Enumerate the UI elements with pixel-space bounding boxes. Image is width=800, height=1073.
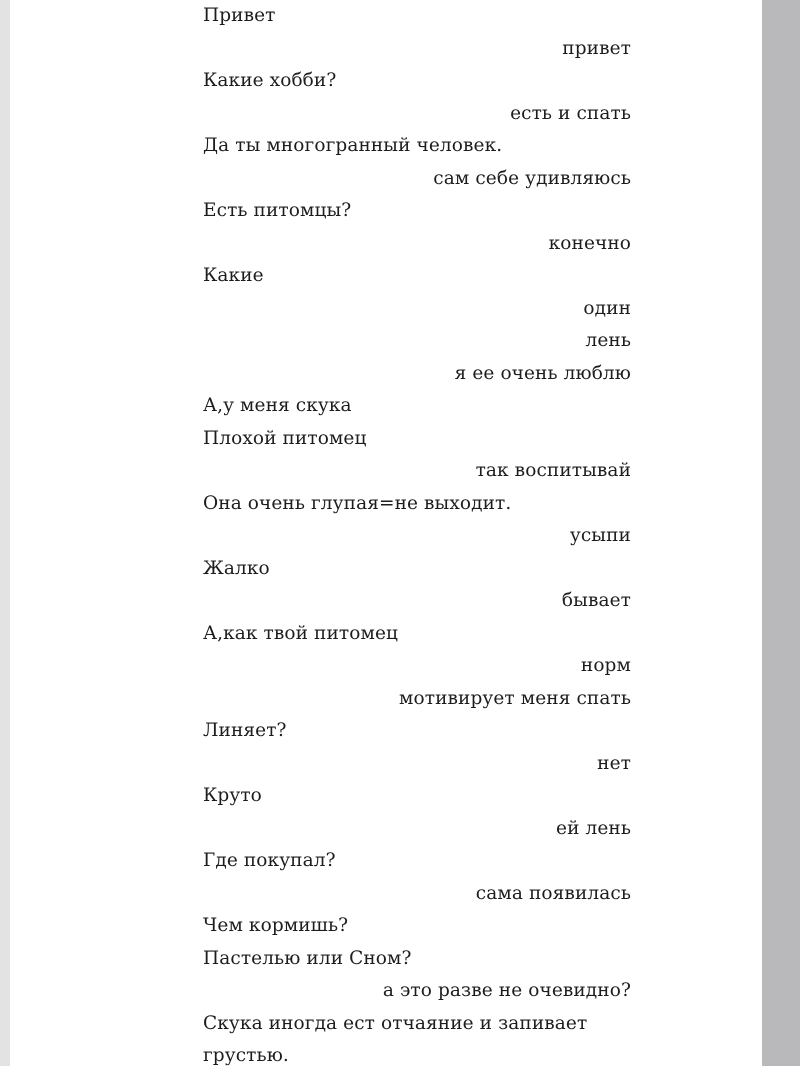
reply-line: сам себе удивляюсь: [433, 167, 631, 189]
reply-line: усыпи: [569, 525, 631, 546]
reply-line: так воспитывай: [475, 460, 631, 481]
question-line: Чем кормишь?: [203, 915, 349, 936]
question-line: А,как твой питомец: [203, 622, 398, 644]
left-margin: [0, 0, 10, 1066]
reply-line: я ее очень люблю: [454, 362, 631, 384]
question-line: Пастелью или Сном?: [203, 947, 412, 969]
right-scroll-bar: [762, 0, 800, 1066]
question-line: Жалко: [203, 557, 270, 579]
question-line: Плохой питомец: [203, 427, 367, 449]
question-line: Какие: [203, 265, 264, 286]
reply-line: мотивирует меня спать: [399, 687, 631, 709]
reply-line: сама появилась: [475, 882, 631, 904]
question-line: Привет: [203, 5, 276, 26]
reply-line: норм: [580, 655, 631, 676]
reply-line: конечно: [548, 232, 631, 254]
reply-line: нет: [597, 752, 631, 774]
question-line: Где покупал?: [203, 850, 336, 871]
question-line: Линяет?: [203, 720, 287, 741]
question-line: Круто: [203, 785, 262, 806]
reply-line: есть и спать: [510, 102, 631, 124]
question-line: Да ты многогранный человек.: [203, 135, 503, 156]
reply-line: а это разве не очевидно?: [382, 980, 631, 1001]
reply-line: привет: [562, 37, 631, 59]
question-line: Какие хобби?: [203, 70, 337, 91]
reply-line: бывает: [561, 590, 631, 611]
reply-line: один: [583, 297, 631, 319]
question-line: А,у меня скука: [203, 395, 352, 416]
chat-transcript: [203, 0, 631, 1073]
page: [10, 0, 762, 1066]
reply-line: лень: [585, 330, 631, 351]
question-line: Она очень глупая=не выходит.: [203, 492, 512, 514]
question-line: Скука иногда ест отчаяние и запивает грустью.: [203, 1012, 588, 1066]
reply-line: ей лень: [556, 817, 631, 839]
question-line: Есть питомцы?: [203, 200, 352, 221]
